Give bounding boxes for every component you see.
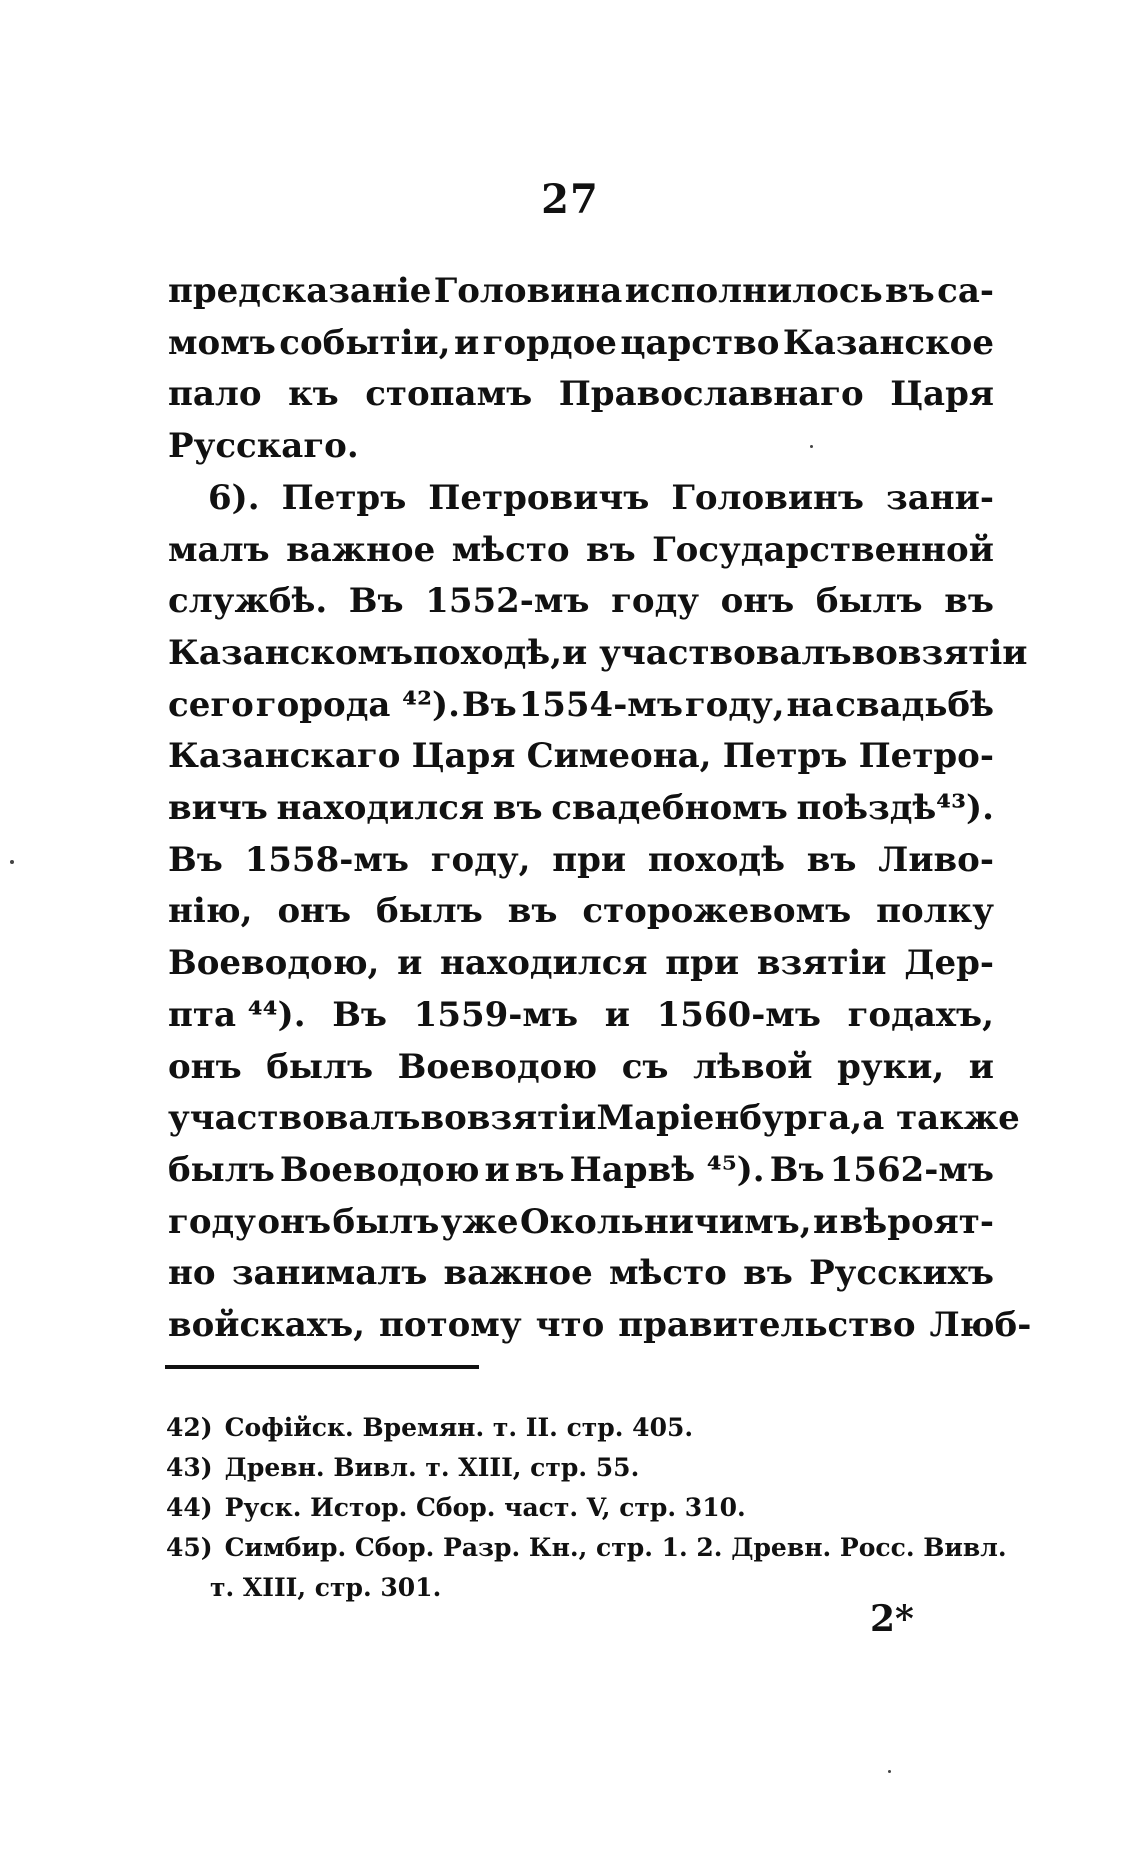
- word: при: [665, 943, 740, 984]
- word: Царя: [890, 374, 994, 415]
- word: что: [535, 1305, 605, 1346]
- word: нію,: [168, 891, 253, 932]
- word: онъ: [257, 1201, 332, 1242]
- print-speck: [888, 1770, 891, 1773]
- word: въ: [514, 1149, 565, 1190]
- text-line: [168, 938, 994, 990]
- word: полку: [876, 891, 994, 932]
- word: въ: [492, 788, 543, 829]
- word: исполнилось: [624, 271, 883, 311]
- word: находился: [276, 788, 485, 829]
- footnote-text: Симбир. Сбор. Разр. Кн., стр. 1. 2. Древн. Росс. Вивл.: [224, 1533, 1007, 1562]
- word: взятіи: [897, 632, 1028, 673]
- word: въ: [806, 839, 857, 880]
- text-line: [168, 473, 994, 525]
- word: онъ: [277, 891, 352, 932]
- page-number: 27: [541, 176, 599, 223]
- word: былъ: [168, 1149, 275, 1190]
- word: и: [453, 322, 480, 363]
- footnote-number: 44): [166, 1493, 213, 1522]
- word: са-: [937, 271, 994, 311]
- word: свадебномъ: [551, 788, 788, 829]
- word: пта ⁴⁴).: [168, 994, 306, 1035]
- word: Люб-: [929, 1305, 1032, 1346]
- word: пало: [168, 374, 262, 415]
- text-line: [168, 1042, 994, 1094]
- word: но: [168, 1253, 216, 1294]
- text-line: [168, 576, 994, 628]
- word: 6).: [208, 477, 260, 518]
- word: въ: [944, 581, 994, 622]
- print-speck: [10, 860, 14, 864]
- word: Казанскомъ: [168, 632, 414, 673]
- word: и: [813, 1201, 839, 1242]
- word: взятіи: [466, 1098, 597, 1139]
- word: войскахъ,: [168, 1305, 365, 1346]
- word: правительство: [618, 1305, 916, 1346]
- footnote: [166, 1408, 1006, 1448]
- word: 1554-мъ: [518, 684, 683, 725]
- word: взятіи: [756, 943, 887, 984]
- word: Ливо-: [878, 839, 994, 880]
- footnote-number: 45): [166, 1533, 213, 1562]
- word: Головина: [433, 271, 623, 311]
- word: Православнаго: [558, 374, 864, 415]
- footnote-number: 42): [166, 1413, 213, 1442]
- word: службѣ.: [168, 581, 328, 622]
- word: Казанскаго: [168, 736, 401, 777]
- word: Воеводою,: [168, 943, 380, 984]
- word: событіи,: [279, 322, 451, 363]
- word: съ: [621, 1046, 669, 1087]
- word: въ: [507, 891, 558, 932]
- word: гордое: [482, 322, 617, 363]
- word: Воеводою: [279, 1149, 480, 1190]
- word: вѣроят-: [839, 1201, 994, 1242]
- word: Русскихъ: [809, 1253, 994, 1294]
- word: 1562-мъ: [829, 1149, 994, 1190]
- word: Петръ: [281, 477, 407, 518]
- word: въ: [885, 271, 935, 311]
- word: въ: [586, 529, 636, 570]
- word: былъ: [376, 891, 483, 932]
- footnote: [166, 1528, 1006, 1568]
- word: на: [786, 684, 834, 725]
- word: и: [484, 1149, 510, 1190]
- footnote: [166, 1448, 1006, 1488]
- word: походѣ: [647, 839, 786, 880]
- word: занималъ: [231, 1253, 428, 1294]
- footnotes: [166, 1408, 1006, 1608]
- word: годахъ,: [847, 994, 994, 1035]
- word: вичъ: [168, 788, 268, 829]
- text-line: [168, 1248, 994, 1300]
- word: Симеона,: [526, 736, 712, 777]
- text-line: [168, 628, 1028, 680]
- word: Въ: [348, 581, 404, 622]
- word: а также: [862, 1098, 1020, 1139]
- word: Головинъ: [671, 477, 865, 518]
- word: году,: [684, 684, 785, 725]
- print-speck: [810, 445, 813, 448]
- word: уже: [440, 1201, 519, 1242]
- word: 1552-мъ: [425, 581, 590, 622]
- word: Въ: [461, 684, 517, 725]
- word: и участвовалъ: [562, 632, 852, 673]
- word: къ: [288, 374, 339, 415]
- word: и: [397, 943, 423, 984]
- word: стопамъ: [365, 374, 533, 415]
- footnote-divider: [165, 1365, 479, 1369]
- word: и: [968, 1046, 994, 1087]
- word: Нарвѣ ⁴⁵).: [569, 1149, 765, 1190]
- word: Петръ: [722, 736, 848, 777]
- word: походѣ,: [413, 632, 563, 673]
- word: году: [168, 1201, 256, 1242]
- word: царство: [620, 322, 780, 363]
- text-line: [168, 1093, 1020, 1145]
- word: города ⁴²).: [255, 684, 460, 725]
- word: малъ: [168, 529, 270, 570]
- signature-mark: 2*: [870, 1598, 914, 1640]
- footnote-text: Руск. Истор. Сбор. част. V, стр. 310.: [224, 1493, 746, 1522]
- text-line: [168, 369, 994, 421]
- word: 1559-мъ: [413, 994, 579, 1035]
- word: Воеводою: [397, 1046, 598, 1087]
- word: сего: [168, 684, 254, 725]
- text-line: [168, 525, 994, 577]
- word: 1558-мъ: [244, 839, 409, 880]
- word: былъ: [815, 581, 923, 622]
- word: руки,: [837, 1046, 945, 1087]
- word: мѣсто: [608, 1253, 727, 1294]
- text-line: [168, 421, 994, 473]
- text-line: [168, 318, 994, 370]
- word: во: [851, 632, 898, 673]
- word: Царя: [411, 736, 516, 777]
- main-text: [168, 266, 1032, 1352]
- text-line: [168, 886, 994, 938]
- footnote-text: т. XIII, стр. 301.: [210, 1573, 442, 1602]
- word: поѣздѣ⁴³).: [796, 788, 994, 829]
- word: сторожевомъ: [582, 891, 852, 932]
- word: при: [552, 839, 627, 880]
- word: онъ: [720, 581, 795, 622]
- word: въ: [743, 1253, 793, 1294]
- word: былъ: [332, 1201, 440, 1242]
- word: Русскаго.: [168, 426, 359, 467]
- word: лѣвой: [693, 1046, 813, 1087]
- footnote-text: Древн. Вивл. т. XIII, стр. 55.: [224, 1453, 640, 1482]
- word: мѣсто: [451, 529, 570, 570]
- word: во: [420, 1098, 467, 1139]
- text-line: [168, 680, 994, 732]
- text-line: [168, 783, 994, 835]
- footnote-number: 43): [166, 1453, 213, 1482]
- word: Въ: [168, 839, 223, 880]
- word: и: [604, 994, 630, 1035]
- word: Въ: [769, 1149, 825, 1190]
- word: Петровичъ: [428, 477, 650, 518]
- word: свадьбѣ: [835, 684, 994, 725]
- word: Въ: [332, 994, 388, 1035]
- text-line: [168, 1145, 994, 1197]
- footnote: [166, 1488, 1006, 1528]
- text-line: [168, 990, 994, 1042]
- text-line: [168, 1197, 994, 1249]
- word: Дер-: [904, 943, 994, 984]
- word: онъ: [168, 1046, 242, 1087]
- word: Окольничимъ,: [519, 1201, 812, 1242]
- word: Маріенбурга,: [596, 1098, 863, 1139]
- word: Петро-: [858, 736, 994, 777]
- word: году,: [430, 839, 531, 880]
- word: зани-: [886, 477, 994, 518]
- text-line: [168, 1300, 1032, 1352]
- word: Казанское: [782, 322, 994, 363]
- word: потому: [379, 1305, 522, 1346]
- footnote-text: Софійск. Времян. т. II. стр. 405.: [224, 1413, 694, 1442]
- word: участвовалъ: [168, 1098, 421, 1139]
- word: былъ: [266, 1046, 374, 1087]
- word: важное: [286, 529, 436, 570]
- word: 1560-мъ: [656, 994, 821, 1035]
- word: находился: [440, 943, 648, 984]
- word: Государственной: [652, 529, 994, 570]
- word: момъ: [168, 322, 276, 363]
- text-line: [168, 731, 994, 783]
- text-line: [168, 835, 994, 887]
- word: году: [611, 581, 700, 622]
- word: важное: [443, 1253, 593, 1294]
- word: предсказаніе: [168, 271, 432, 311]
- text-line: [168, 266, 994, 318]
